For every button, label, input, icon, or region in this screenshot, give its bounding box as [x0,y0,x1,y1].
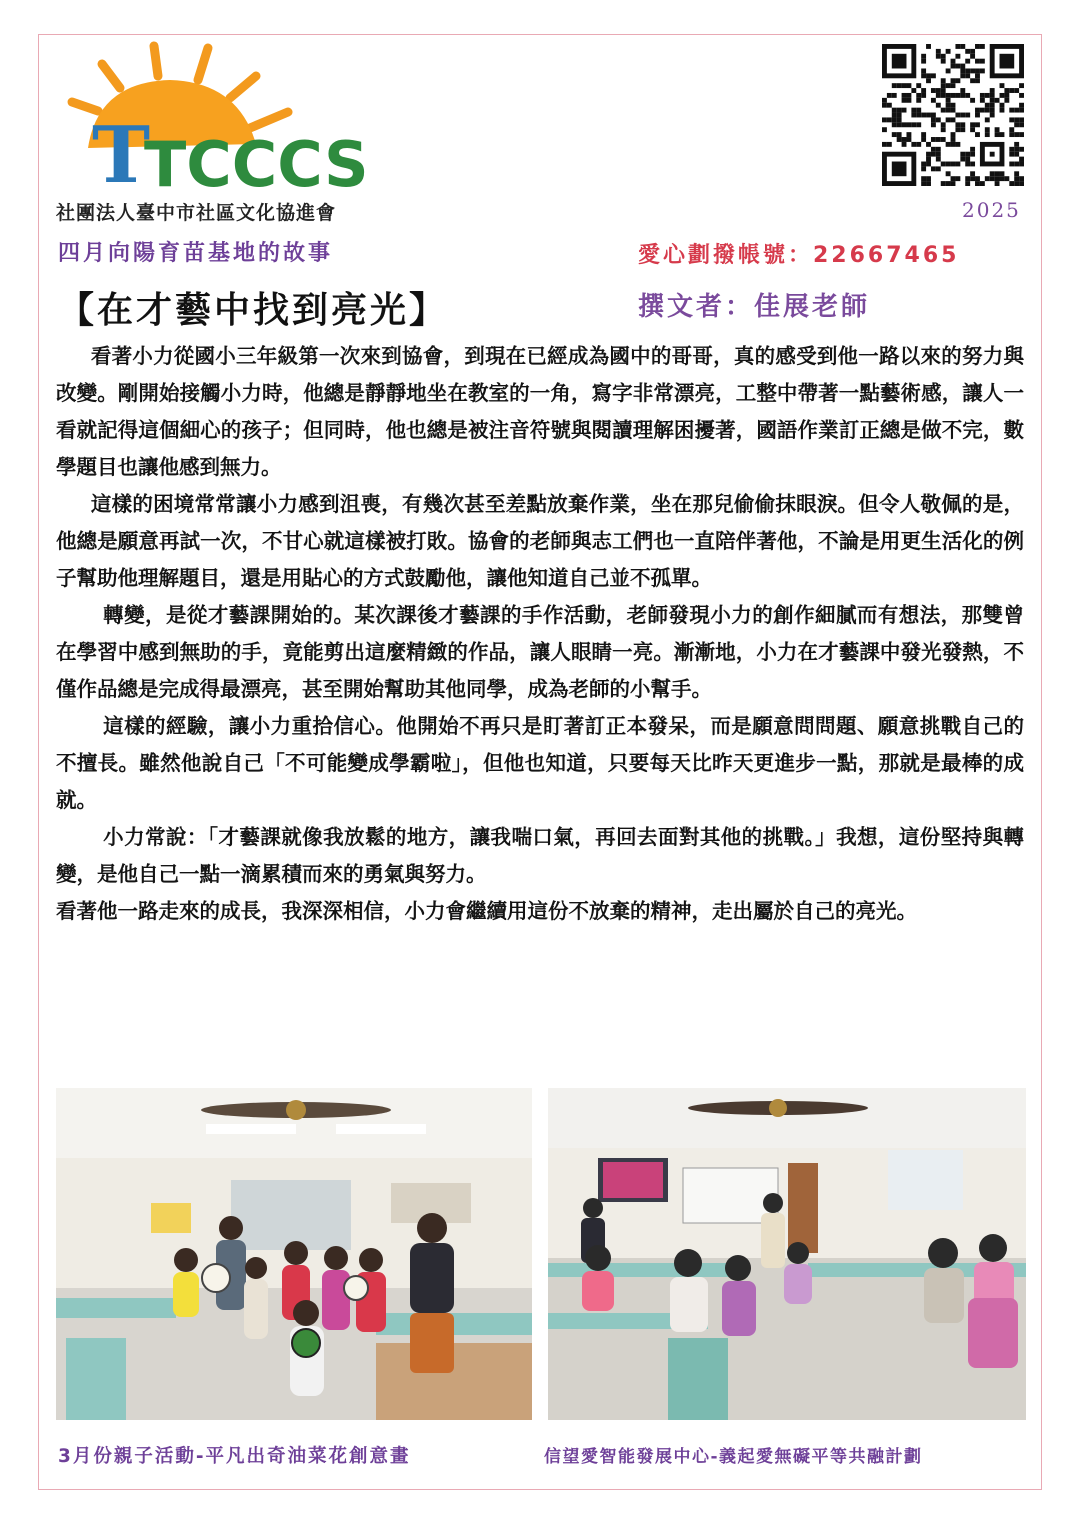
logo-letters: TCCCS [144,128,369,201]
photo-caption-parent-child: 3月份親子活動-平凡出奇油菜花創意畫 [58,1446,411,1467]
year-label: 2025 [962,198,1021,222]
paragraph-4: 這樣的經驗，讓小力重拾信心。他開始不再只是盯著訂正本發呆，而是願意問問題、願意挑戰自己的不擅長。雖然他說自己「不可能變成學霸啦」，但他也知道，只要每天比昨天更進步一點，那就是最棒的成就。 [56,714,1024,812]
newsletter-section-title: 四月向陽育苗基地的故事 [58,241,334,266]
photo-caption-inclusion: 信望愛智能發展中心-義起愛無礙平等共融計劃 [544,1447,923,1467]
article-title: 【在才藝中找到亮光】 [58,289,449,331]
paragraph-5: 小力常說：「才藝課就像我放鬆的地方，讓我喘口氣，再回去面對其他的挑戰。」我想，這份堅持與轉變，是他自己一點一滴累積而來的勇氣與努力。 [56,825,1024,886]
paragraph-2: 這樣的困境常常讓小力感到沮喪，有幾次甚至差點放棄作業，坐在那兒偷偷抹眼淚。但令人敬佩的是，他總是願意再試一次，不甘心就這樣被打敗。協會的老師與志工們也一直陪伴著他，不論是用更生活化的例子幫助他理解題目，還是用貼心的方式鼓勵他，讓他知道自己並不孤單。 [56,492,1024,590]
article-author: 撰文者：佳展老師 [638,292,871,322]
paragraph-1: 看著小力從國小三年級第一次來到協會，到現在已經成為國中的哥哥，真的感受到他一路以來的努力與改變。剛開始接觸小力時，他總是靜靜地坐在教室的一角，寫字非常漂亮，工整中帶著一點藝術感，讓人一看就記得這個細心的孩子；但同時，他也總是被注音符號與閱讀理解困擾著，國語作業訂正總是做不完，數學題目也讓他感到無力。 [56,344,1024,479]
paragraph-3: 轉變，是從才藝課開始的。某次課後才藝課的手作活動，老師發現小力的創作細膩而有想法，那雙曾在學習中感到無助的手，竟能剪出這麼精緻的作品，讓人眼睛一亮。漸漸地，小力在才藝課中發光發熱，不僅作品總是完成得最漂亮，甚至開始幫助其他同學，成為老師的小幫手。 [56,603,1024,701]
organization-name: 社團法人臺中市社區文化協進會 [56,202,337,224]
donation-account: 愛心劃撥帳號：22667465 [638,243,960,268]
photo-inclusion-program [548,1088,1026,1420]
photo-parent-child-activity [56,1088,532,1420]
paragraph-6: 看著他一路走來的成長，我深深相信，小力會繼續用這份不放棄的精神，走出屬於自己的亮光。 [56,899,917,923]
qr-code[interactable] [882,44,1024,186]
logo-letter-t: T [92,110,151,201]
article-body [56,338,1024,930]
